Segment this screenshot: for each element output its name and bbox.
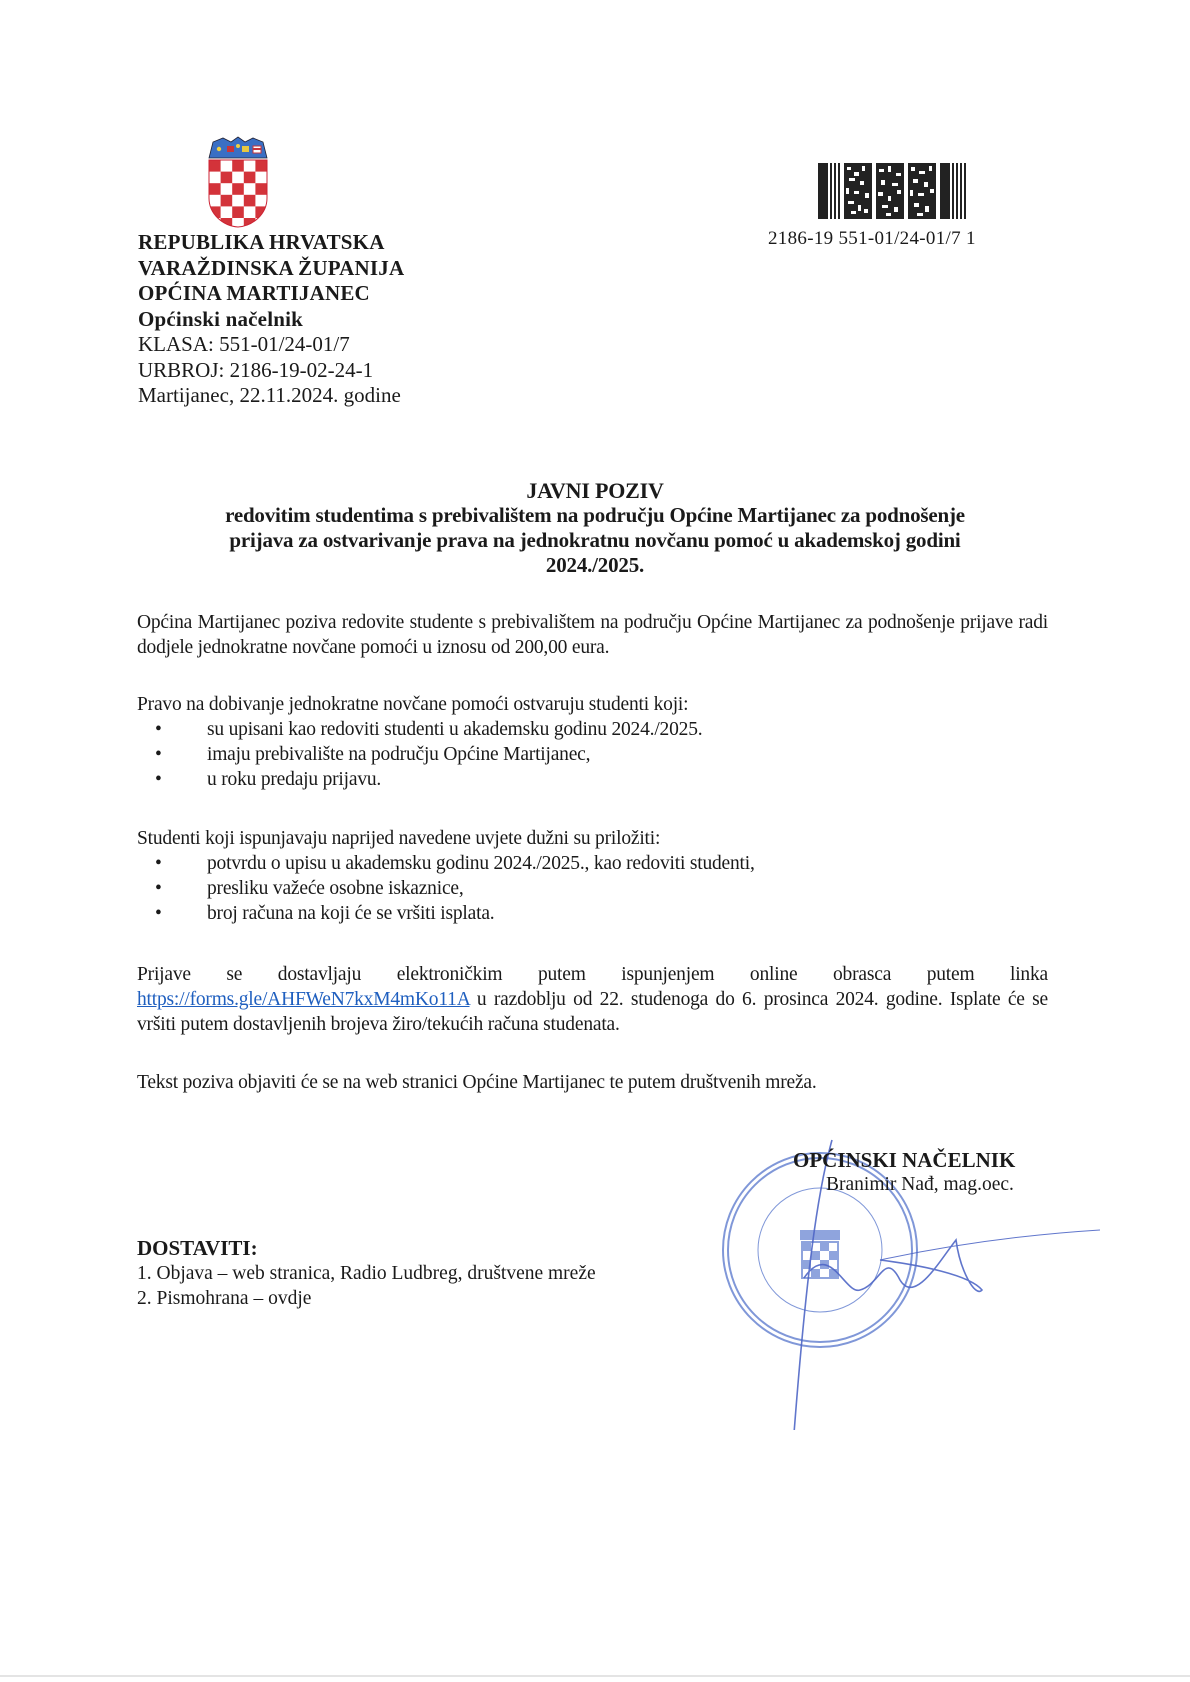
list-item: • imaju prebivalište na području Općine Martijanec, bbox=[155, 744, 591, 765]
urbroj: URBROJ: 2186-19-02-24-1 bbox=[138, 357, 374, 382]
form-link[interactable]: https://forms.gle/AHFWeN7kxM4mKo11A bbox=[137, 989, 470, 1010]
coat-of-arms-icon bbox=[207, 136, 269, 228]
distribution-item: 2. Pismohrana – ovdje bbox=[137, 1288, 312, 1309]
place-date: Martijanec, 22.11.2024. godine bbox=[138, 383, 401, 407]
bullet-icon: • bbox=[155, 744, 162, 765]
publication-paragraph: Tekst poziva objaviti će se na web stranici Općine Martijanec te putem društvenih mreža. bbox=[137, 1072, 817, 1093]
documents-lead: Studenti koji ispunjavaju naprijed navedene uvjete dužni su priložiti: bbox=[137, 828, 661, 849]
eligibility-lead: Pravo na dobivanje jednokratne novčane pomoći ostvaruju studenti koji: bbox=[137, 694, 689, 715]
distribution-section bbox=[137, 1236, 596, 1311]
issuer-municipality: OPĆINA MARTIJANEC bbox=[138, 281, 370, 305]
documents-list bbox=[137, 851, 1048, 926]
issuer-county: VARAŽDINSKA ŽUPANIJA bbox=[138, 255, 405, 280]
document-title bbox=[130, 478, 1060, 578]
bullet-icon: • bbox=[155, 769, 162, 790]
issuer-header bbox=[138, 230, 404, 409]
signatory-name: Branimir Nađ, mag.oec. bbox=[826, 1174, 1014, 1195]
klasa: KLASA: 551-01/24-01/7 bbox=[138, 332, 350, 356]
signatory-title: OPĆINSKI NAČELNIK bbox=[793, 1148, 1016, 1172]
issuer-office: Općinski načelnik bbox=[138, 306, 304, 331]
eligibility-section bbox=[137, 692, 1048, 792]
title-subtitle-line-3: 2024./2025. bbox=[545, 553, 645, 577]
distribution-heading: DOSTAVITI: bbox=[137, 1236, 258, 1260]
documents-section bbox=[137, 826, 1048, 926]
title-subtitle-line-1: redovitim studentima s prebivalištem na području Općine Martijanec za podnošenje bbox=[225, 503, 965, 527]
barcode-reference: 2186-19 551-01/24-01/7 1 bbox=[768, 228, 976, 249]
issuer-country: REPUBLIKA HRVATSKA bbox=[138, 230, 385, 254]
title-subtitle-line-2: prijava za ostvarivanje prava na jednokratnu novčanu pomoć u akademskoj godini bbox=[229, 528, 961, 552]
eligibility-list bbox=[137, 717, 1048, 792]
distribution-item: 1. Objava – web stranica, Radio Ludbreg, društvene mreže bbox=[137, 1263, 596, 1284]
page-bottom-edge bbox=[0, 1675, 1190, 1677]
title-main: JAVNI POZIV bbox=[526, 478, 664, 503]
list-item: • potvrdu o upisu u akademsku godinu 2024./2025., kao redoviti studenti, bbox=[155, 853, 755, 874]
bullet-icon: • bbox=[155, 878, 162, 899]
list-item: • su upisani kao redoviti studenti u akademsku godinu 2024./2025. bbox=[155, 719, 703, 740]
submission-paragraph: Prijave se dostavljaju elektroničkim putem ispunjenjem online obrasca putem linka https://forms.gle/AHFWeN7kxM4mKo11A u razdoblju od 22. studenoga do 6. prosinca 2024. godine. Isplate će se vršiti putem dostavljenih brojeva žiro/tekućih računa studenata. bbox=[137, 964, 1048, 1035]
bullet-icon: • bbox=[155, 853, 162, 874]
intro-paragraph: Općina Martijanec poziva redovite studente s prebivalištem na području Općine Martijanec za podnošenje prijave radi dodjele jednokratne novčane pomoći u iznosu od 200,00 eura. bbox=[137, 612, 1048, 658]
list-item: • broj računa na koji će se vršiti isplata. bbox=[155, 903, 495, 924]
crown bbox=[209, 137, 267, 158]
list-item: • u roku predaju prijavu. bbox=[155, 769, 382, 790]
bullet-icon: • bbox=[155, 903, 162, 924]
barcode-icon bbox=[818, 163, 968, 219]
list-item: • presliku važeće osobne iskaznice, bbox=[155, 878, 464, 899]
bullet-icon: • bbox=[155, 719, 162, 740]
